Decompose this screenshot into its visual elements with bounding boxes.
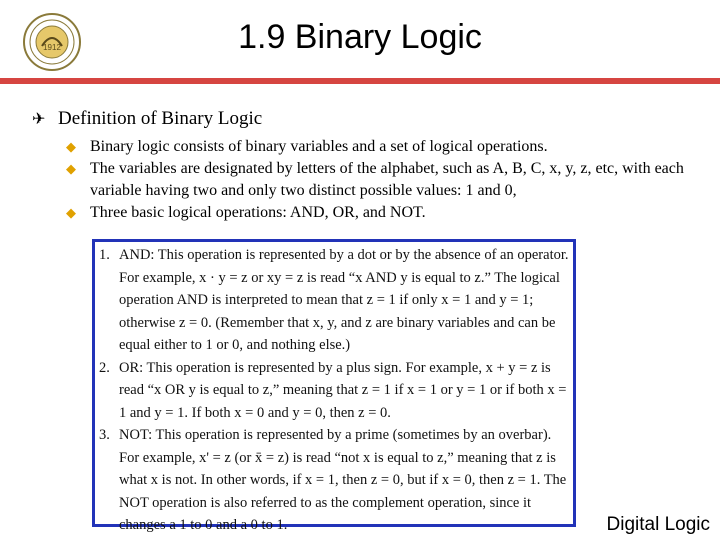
bullet-text: The variables are designated by letters of the alphabet, such as A, B, C, x, y, z, etc, with each variable having two and only two distinct possible values: 1 and 0, <box>90 160 684 199</box>
section-heading-text: Definition of Binary Logic <box>58 108 263 129</box>
excerpt-item-not <box>99 424 569 537</box>
excerpt-number: 1. <box>99 247 110 263</box>
bullet-item <box>66 158 706 202</box>
bullet-list <box>66 136 706 224</box>
section-bullet-icon: ✈ <box>32 111 46 128</box>
excerpt-number: 3. <box>99 427 110 443</box>
excerpt-item-or <box>99 357 569 425</box>
textbook-excerpt-box <box>92 239 576 533</box>
diamond-bullet-icon: ◆ <box>66 161 76 176</box>
excerpt-number: 2. <box>99 359 110 376</box>
bullet-text: Three basic logical operations: AND, OR, and NOT. <box>90 204 426 221</box>
svg-text:1912: 1912 <box>43 43 61 52</box>
diamond-bullet-icon: ◆ <box>66 139 76 154</box>
bullet-item <box>66 202 706 224</box>
excerpt-text: OR: This operation is represented by a plus sign. For example, x + y = z is read “x OR y is equal to z,” meaning that z = 1 if x = 1 or y = 1 or if both x = 1 and y = 1. If both x = 0 and y = 0, then z = 0. <box>119 359 567 421</box>
excerpt-text: AND: This operation is represented by a dot or by the absence of an operator. For example, x · y = z or xy = z is read “x AND y is equal to z.” The logical operation AND is interpreted to mean that z = 1 if only x = 1 and y = 1; otherwise z = 0. (Remember that x, y, and z are binary variables and can be equal either to 1 or 0, and nothing else.) <box>119 247 569 353</box>
bullet-item <box>66 136 706 158</box>
excerpt-text: NOT: This operation is represented by a prime (sometimes by an overbar). For example, x' = z (or x̄ = z) is read “not x is equal to z,” meaning that z is what x is not. In other words, if x = 1, then z = 0, but if x = 0, then z = 1. The NOT operation is also referred to as the complement operation, since it changes a 1 to 0 and a 0 to 1. <box>119 427 567 533</box>
excerpt-item-and <box>99 244 569 357</box>
section-heading <box>32 108 262 130</box>
diamond-bullet-icon: ◆ <box>66 205 76 220</box>
bullet-text: Binary logic consists of binary variables and a set of logical operations. <box>90 138 548 155</box>
slide-title: 1.9 Binary Logic <box>238 18 482 56</box>
title-divider <box>0 78 720 84</box>
footer-course-name: Digital Logic <box>606 514 710 535</box>
